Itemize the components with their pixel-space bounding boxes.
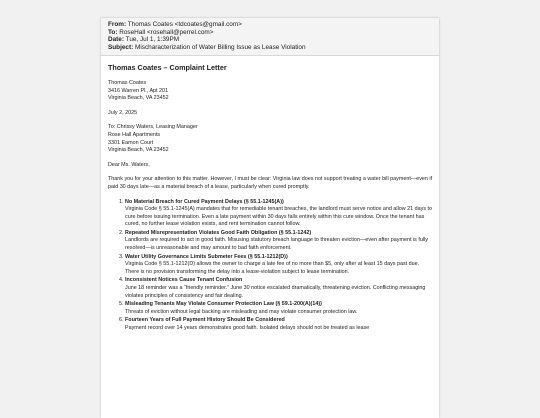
item-title: 1. No Material Breach for Cured Payment Delays (§ 55.1-1245(A))	[125, 198, 284, 205]
to-line	[108, 29, 433, 37]
to-value: RoseHall <rosehall@perrel.com>	[119, 28, 214, 36]
sender-address	[108, 80, 433, 103]
item-body: Threats of eviction without legal backing are misleading and may violate consumer protection law.	[125, 308, 358, 315]
sender-line: Virginia Beach, VA 23452	[108, 95, 169, 102]
letter-page	[101, 18, 439, 418]
list-item	[125, 199, 433, 229]
item-title: 5. Misleading Tenants May Violate Consumer Protection Law (§ 59.1-200(A)(14))	[125, 301, 322, 308]
item-title: 4. Inconsistent Notices Cause Tenant Confusion	[125, 277, 243, 284]
subject-value: Mischaracterization of Water Billing Issue as Lease Violation	[135, 43, 306, 51]
intro-paragraph: Thank you for your attention to this matter. However, I must be clear: Virginia law does not support treating a water bill payment—even if paid 30 days late—as a material breach of a lease, particularly when cured promptly.	[108, 176, 433, 190]
item-title: 6. Fourteen Years of Full Payment History Should Be Considered	[125, 317, 285, 324]
date-value: Tue, Jul 1, 1:39PM	[125, 36, 180, 44]
letter-content	[101, 56, 439, 332]
list-item	[125, 230, 433, 253]
recipient-line: Rose Hall Apartments	[108, 131, 161, 138]
item-body: Virginia Code § 55.1-1212(D) allows the owner to charge a late fee of no more than $5, only after at least 15 days past due. There is no provision transforming the delay into a lease-violation subject to lease termination.	[125, 261, 420, 275]
letter-date: July 2, 2025	[108, 109, 138, 116]
item-body: Landlords are required to act in good faith. Misusing statutory breach language to threaten eviction—even after payment is fully resolved—is unreasonable and may amount to bad faith enforcement.	[125, 237, 428, 252]
from-line	[108, 21, 433, 29]
to-label: To:	[108, 28, 118, 36]
list-item	[125, 317, 433, 332]
item-body: Virginia Code § 55.1-1245(A) mandates that for remediable tenant breaches, the landlord must serve notice and allow 21 days to cure before issuing termination. Even a late payment within 30 days falls entirely within this cure window. Once the tenant has cured, no further lease violation exists, and rent termination cannot follow.	[125, 206, 433, 228]
date-label: Date:	[108, 36, 124, 44]
from-value: Thomas Coates <tdcoates@gmail.com>	[127, 21, 242, 28]
subject-label: Subject:	[108, 43, 134, 51]
recipient-line: To: Chrissy Waters, Leasing Manager	[108, 124, 198, 131]
list-item	[125, 277, 433, 300]
item-title: 3. Water Utility Governance Limits Submeter Fees (§ 55.1-1212(D))	[125, 253, 288, 260]
date-line	[108, 36, 433, 44]
recipient-line: Virginia Beach, VA 23452	[108, 147, 169, 154]
sender-line: Thomas Coates	[108, 79, 147, 86]
item-body: June 18 reminder was a “friendly reminder.” June 30 notice escalated dramatically, threatening eviction. Conflicting messaging violates principles of consistency and fair dealing.	[125, 285, 426, 299]
complaint-list	[108, 199, 433, 333]
email-header	[101, 18, 439, 56]
recipient-line: 3301 Eamon Court	[108, 139, 154, 146]
list-item	[125, 254, 433, 277]
recipient-address	[108, 124, 433, 154]
list-item	[125, 301, 433, 316]
subject-line	[108, 44, 433, 52]
item-body: Payment record over 14 years demonstrates good faith. Isolated delays should not be treated as lease	[125, 325, 370, 331]
sender-line: 3416 Warren Pl., Apt 201	[108, 87, 169, 94]
letter-title: Thomas Coates – Complaint Letter	[108, 63, 227, 73]
from-label: From:	[108, 21, 127, 28]
item-title: 2. Repeated Misrepresentation Violates Good Faith Obligation (§ 55.1-1242)	[125, 229, 312, 236]
salutation: Dear Ms. Waters,	[108, 161, 150, 168]
